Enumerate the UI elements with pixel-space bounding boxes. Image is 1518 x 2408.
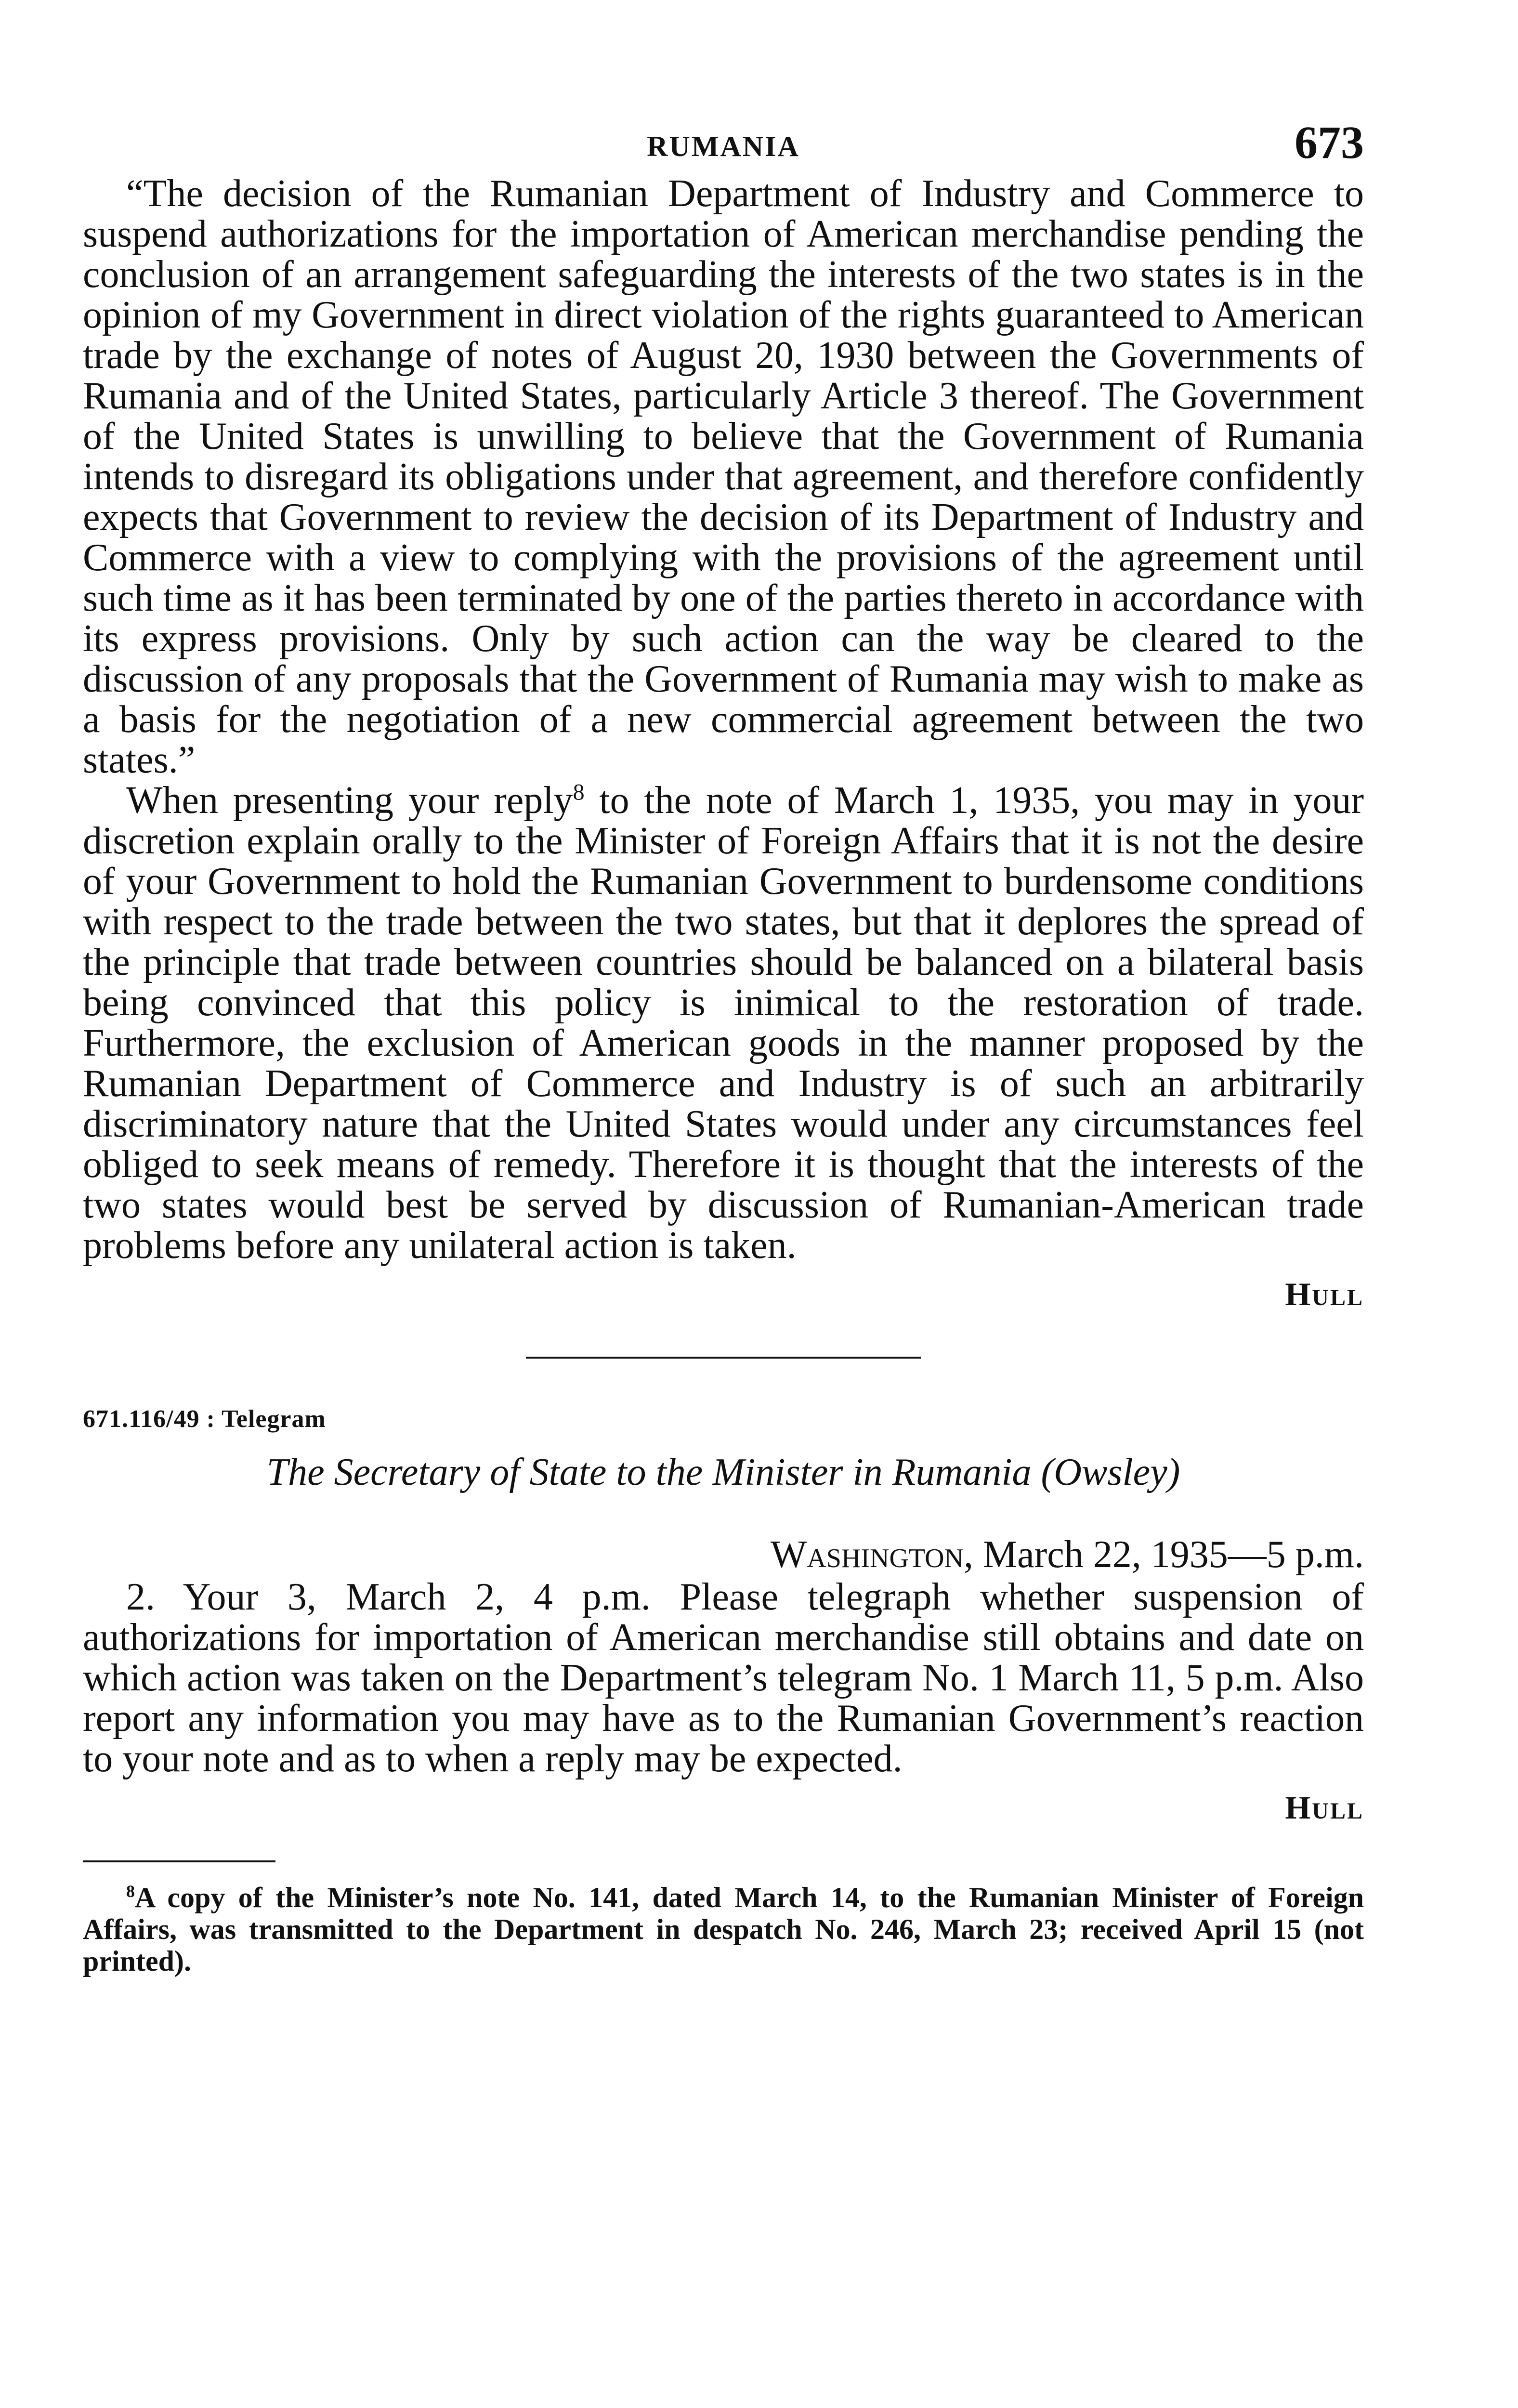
page-number: 673	[1295, 117, 1364, 168]
paragraph-text-rest: to the note of March 1, 1935, you may in your discretion explain orally to the Minister of Foreign Affairs that it is not the desire of your Government to hold the Rumanian Government to burdensome conditions with respect to the trade between the two states, but that it deplores the spread of the principle that trade between countries should be balanced on a bilateral basis being convinced that this policy is inimical to the restoration of trade. Furthermore, the exclusion of American goods in the manner proposed by the Rumanian Department of Commerce and Industry is of such an arbitrarily discriminatory nature that the United States would under any circumstances feel obliged to seek means of remedy. Therefore it is thought that the interests of the two states would best be served by discussion of Rumanian-American trade problems before any unilateral action is taken.	[83, 779, 1364, 1267]
document-title-text: The Secretary of State to the Minister in Rumania	[266, 1451, 1032, 1493]
section-divider	[526, 1357, 921, 1359]
document-title-name: Owsley	[1054, 1451, 1167, 1493]
paragraph-text-start: When presenting your reply	[126, 779, 573, 822]
signature-hull-2: Hull	[1285, 1789, 1364, 1826]
footnote-rule	[83, 1860, 275, 1862]
document-page	[83, 116, 1364, 2006]
footnote-text: A copy of the Minister’s note No. 141, dated March 14, to the Rumanian Minister of Foreign Affairs, was transmitted to the Department in despatch No. 246, March 23; received April 15 (not printed).	[83, 1882, 1364, 1977]
footnote	[83, 1882, 1364, 1977]
file-reference: 671.116/49 : Telegram	[83, 1405, 326, 1433]
telegram-paragraph: 2. Your 3, March 2, 4 p.m. Please telegraph whether suspension of authorizations for importation of American merchandise still obtains and date on which action was taken on the Department’s telegram No. 1 March 11, 5 p.m. Also report any information you may have as to the Rumanian Government’s reaction to your note and as to when a reply may be expected.	[83, 1576, 1364, 1780]
dateline-place: Washington	[770, 1533, 964, 1576]
running-title: RUMANIA	[647, 131, 800, 162]
instruction-paragraph	[83, 780, 1364, 1266]
signature-hull-1: Hull	[1285, 1276, 1364, 1312]
document-title: The Secretary of State to the Minister in Rumania (Owsley)	[266, 1451, 1180, 1493]
running-head	[83, 116, 1364, 173]
footnote-marker: 8	[126, 1882, 135, 1901]
dateline	[83, 1533, 1364, 1577]
footnote-reference[interactable]: 8	[573, 779, 585, 805]
quoted-note-paragraph: “The decision of the Rumanian Department of Industry and Commerce to suspend authorizations for the importation of American merchandise pending the conclusion of an arrangement safeguarding the interests of the two states is in the opinion of my Government in direct violation of the rights guaranteed to American trade by the exchange of notes of August 20, 1930 between the Governments of Rumania and of the United States, particularly Article 3 thereof. The Government of the United States is unwilling to believe that the Government of Rumania intends to disregard its obligations under that agreement, and therefore confidently expects that Government to review the decision of its Department of Industry and Commerce with a view to complying with the provisions of the agreement until such time as it has been terminated by one of the parties thereto in accordance with its express provisions. Only by such action can the way be cleared to the discussion of any proposals that the Government of Rumania may wish to make as a basis for the negotiation of a new commercial agreement between the two states.”	[83, 172, 1364, 781]
dateline-date: , March 22, 1935—5 p.m.	[963, 1533, 1364, 1576]
